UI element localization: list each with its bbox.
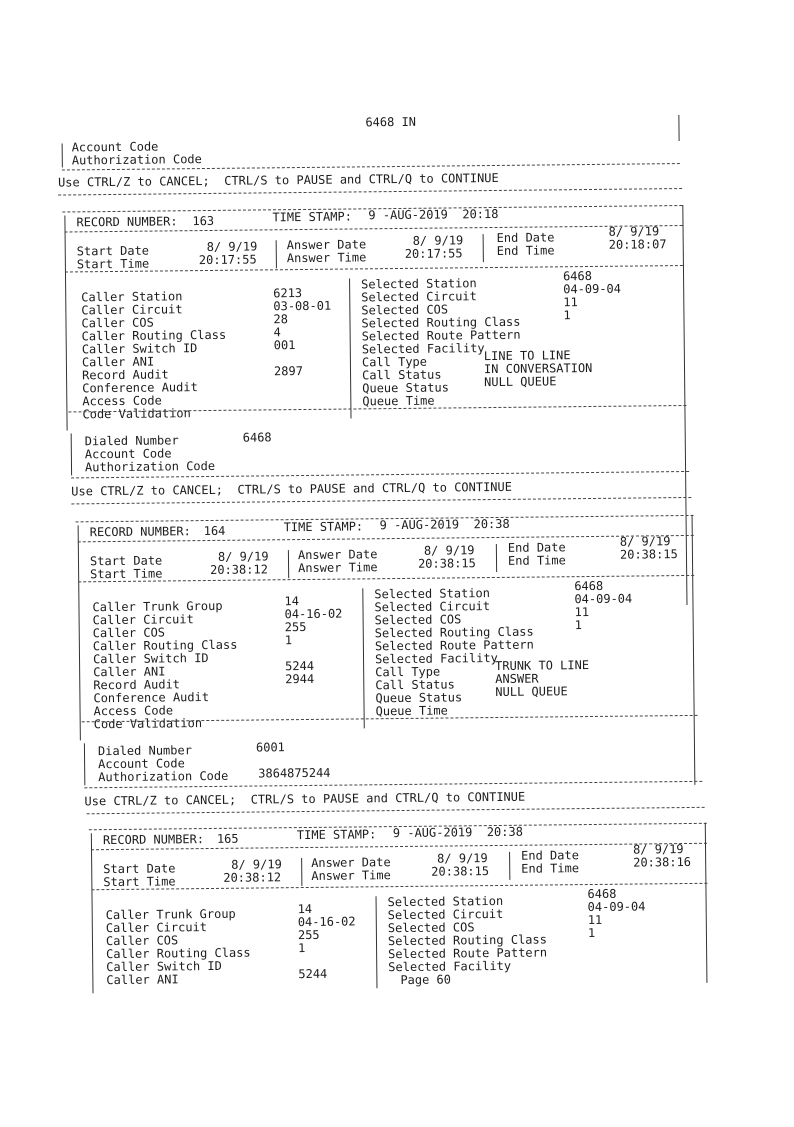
answer-date-label: Answer Date xyxy=(297,547,378,563)
dialed-number-value: 6001 xyxy=(255,740,285,755)
record-number-value: 163 xyxy=(192,213,215,229)
selected-circuit-label: Selected Circuit xyxy=(374,599,491,615)
start-time-value: 20:17:55 xyxy=(198,252,257,268)
top-account-code-label: Account Code xyxy=(71,139,159,155)
call-type-label: Call Type xyxy=(375,664,441,680)
call-record-165 xyxy=(3,822,794,988)
caller-circuit-label: Caller Circuit xyxy=(92,612,194,628)
selected-routing-class-value: 1 xyxy=(574,618,582,633)
caller-ani-label: Caller ANI xyxy=(93,664,166,680)
caller-trunk-group-label: Caller Trunk Group xyxy=(105,906,236,923)
selected-circuit-label: Selected Circuit xyxy=(387,906,504,923)
record-right-bar xyxy=(705,823,708,983)
caller-cos-label: Caller COS xyxy=(105,933,179,949)
end-time-label: End Time xyxy=(521,861,580,876)
record-audit-value: 2897 xyxy=(273,364,303,379)
answer-date-value: 8/ 9/19 xyxy=(412,233,464,248)
cancel-instruction: Use CTRL/Z to CANCEL; CTRL/S to PAUSE and CTRL/Q to CONTINUE xyxy=(71,479,513,499)
caller-routing-class-label: Caller Routing Class xyxy=(106,945,251,962)
caller-routing-class-label: Caller Routing Class xyxy=(81,327,227,344)
start-time-label: Start Time xyxy=(103,874,176,890)
caller-switch-id-label: Caller Switch ID xyxy=(106,958,222,975)
end-time-value: 20:38:16 xyxy=(633,854,692,870)
queue-status-value: NULL QUEUE xyxy=(495,684,568,700)
divider xyxy=(87,807,705,814)
record-audit-label: Record Audit xyxy=(81,367,169,383)
divider xyxy=(276,240,277,268)
answer-time-value: 20:38:15 xyxy=(417,556,476,571)
call-status-value: ANSWER xyxy=(495,671,539,687)
caller-circuit-value: 04-16-02 xyxy=(284,606,343,622)
access-code-label: Access Code xyxy=(93,703,174,719)
selected-routing-class-value: 1 xyxy=(563,308,571,323)
code-validation-label: Code Validation xyxy=(93,716,203,732)
authorization-code-label: Authorization Code xyxy=(84,458,216,475)
caller-circuit-label: Caller Circuit xyxy=(81,302,183,318)
caller-cos-value: 255 xyxy=(284,619,307,635)
divider xyxy=(71,497,691,504)
time-stamp-label: TIME STAMP: xyxy=(296,827,377,843)
record-right-bar xyxy=(692,515,696,785)
dialed-number-value: 6468 xyxy=(242,430,272,445)
answer-date-value: 8/ 9/19 xyxy=(423,543,475,558)
divider xyxy=(84,743,85,785)
caller-cos-label: Caller COS xyxy=(81,315,154,331)
cancel-instruction: Use CTRL/Z to CANCEL; CTRL/S to PAUSE and CTRL/Q to CONTINUE xyxy=(57,170,499,190)
caller-switch-id-label: Caller Switch ID xyxy=(92,651,209,667)
page-number: Page 60 xyxy=(400,972,452,988)
caller-circuit-value: 03-08-01 xyxy=(273,298,332,314)
caller-trunk-group-label: Caller Trunk Group xyxy=(92,598,223,615)
call-type-value: TRUNK TO LINE xyxy=(495,658,590,674)
selected-cos-value: 11 xyxy=(587,912,603,928)
start-date-value: 8/ 9/19 xyxy=(206,239,258,255)
start-time-label: Start Time xyxy=(76,256,150,272)
time-stamp-label: TIME STAMP: xyxy=(272,209,352,225)
start-date-value: 8/ 9/19 xyxy=(231,857,282,872)
selected-route-pattern-label: Selected Route Pattern xyxy=(374,637,534,654)
selected-facility-label: Selected Facility xyxy=(361,341,485,357)
account-code-label: Account Code xyxy=(98,756,185,772)
record-left-bar xyxy=(78,525,81,740)
time-stamp-label: TIME STAMP: xyxy=(283,519,364,535)
answer-date-label: Answer Date xyxy=(286,237,367,253)
divider xyxy=(71,433,72,475)
caller-routing-class-label: Caller Routing Class xyxy=(92,637,238,654)
start-date-value: 8/ 9/19 xyxy=(217,549,269,564)
time-stamp-value: 9 -AUG-2019 20:38 xyxy=(392,824,523,841)
top-authorization-code-label: Authorization Code xyxy=(71,152,202,168)
start-date-label: Start Date xyxy=(76,243,150,259)
selected-cos-label: Selected COS xyxy=(374,612,462,628)
selected-circuit-value: 04-09-04 xyxy=(587,899,646,915)
caller-ani-label: Caller ANI xyxy=(106,972,179,988)
selected-cos-label: Selected COS xyxy=(387,920,475,936)
answer-time-label: Answer Time xyxy=(311,868,391,883)
record-left-bar xyxy=(64,215,67,430)
account-code-label: Account Code xyxy=(84,446,172,462)
authorization-code-label: Authorization Code xyxy=(98,768,229,785)
end-date-value: 8/ 9/19 xyxy=(619,534,671,549)
selected-routing-class-label: Selected Routing Class xyxy=(387,932,548,949)
selected-route-pattern-label: Selected Route Pattern xyxy=(361,327,521,344)
end-time-label: End Time xyxy=(507,553,566,568)
answer-date-label: Answer Date xyxy=(311,855,391,870)
divider xyxy=(349,279,351,419)
queue-status-label: Queue Status xyxy=(375,690,463,706)
access-code-label: Access Code xyxy=(82,393,162,409)
call-type-value: LINE TO LINE xyxy=(483,348,571,364)
record-number-label: RECORD NUMBER: xyxy=(76,214,178,230)
dialed-number-label: Dialed Number xyxy=(84,433,179,449)
end-date-label: End Date xyxy=(521,848,579,863)
selected-routing-class-label: Selected Routing Class xyxy=(361,314,521,331)
call-status-label: Call Status xyxy=(361,367,442,383)
time-stamp-value: 9 -AUG-2019 20:38 xyxy=(379,516,510,533)
page-header-title: 6468 IN xyxy=(365,114,417,130)
dialed-number-label: Dialed Number xyxy=(97,743,192,759)
authorization-code-value: 3864875244 xyxy=(258,765,331,781)
caller-switch-id-label: Caller Switch ID xyxy=(81,341,198,357)
divider xyxy=(496,544,497,572)
record-audit-label: Record Audit xyxy=(93,677,181,693)
record-number-label: RECORD NUMBER: xyxy=(102,832,205,848)
time-stamp-value: 9 -AUG-2019 20:18 xyxy=(368,206,499,223)
divider xyxy=(509,852,510,880)
selected-facility-label: Selected Facility xyxy=(388,958,512,975)
caller-circuit-value: 04-16-02 xyxy=(297,914,356,930)
selected-station-value: 6468 xyxy=(562,268,593,284)
selected-routing-class-value: 1 xyxy=(587,925,596,941)
caller-trunk-group-value: 14 xyxy=(297,901,313,917)
conference-audit-label: Conference Audit xyxy=(93,690,210,706)
end-date-value: 8/ 9/19 xyxy=(632,842,684,857)
selected-station-label: Selected Station xyxy=(374,586,491,602)
divider xyxy=(301,858,302,886)
record-number-value: 164 xyxy=(203,523,226,539)
selected-station-value: 6468 xyxy=(587,886,617,902)
caller-circuit-label: Caller Circuit xyxy=(105,920,208,936)
top-left-bar xyxy=(62,144,63,168)
record-left-bar xyxy=(91,833,94,993)
selected-station-value: 6468 xyxy=(574,578,604,594)
cancel-instruction: Use CTRL/Z to CANCEL; CTRL/S to PAUSE and CTRL/Q to CONTINUE xyxy=(84,789,526,809)
call-status-value: IN CONVERSATION xyxy=(483,360,593,377)
answer-date-value: 8/ 9/19 xyxy=(437,851,488,866)
start-date-label: Start Date xyxy=(89,553,163,569)
selected-station-label: Selected Station xyxy=(361,276,477,292)
caller-cos-value: 255 xyxy=(297,927,320,943)
start-time-value: 20:38:12 xyxy=(210,562,268,577)
caller-ani-value: 5244 xyxy=(298,966,328,982)
end-date-label: End Date xyxy=(507,540,566,555)
code-validation-label: Code Validation xyxy=(82,406,191,422)
end-time-label: End Time xyxy=(496,243,555,258)
selected-facility-label: Selected Facility xyxy=(374,650,498,667)
call-status-label: Call Status xyxy=(375,677,455,693)
selected-circuit-value: 04-09-04 xyxy=(563,281,622,297)
divider xyxy=(483,234,484,262)
caller-routing-class-value: 4 xyxy=(273,325,281,340)
divider xyxy=(362,588,364,728)
caller-routing-class-value: 1 xyxy=(297,941,306,956)
queue-status-value: NULL QUEUE xyxy=(484,374,557,390)
answer-time-label: Answer Time xyxy=(286,250,367,266)
call-record-164 xyxy=(0,514,794,809)
call-record-163 xyxy=(0,204,790,499)
selected-cos-label: Selected COS xyxy=(361,302,449,318)
queue-status-label: Queue Status xyxy=(362,380,449,396)
selected-cos-value: 11 xyxy=(574,605,590,620)
record-audit-value: 2944 xyxy=(285,671,315,687)
call-type-label: Call Type xyxy=(361,354,428,370)
answer-time-value: 20:17:55 xyxy=(404,246,463,261)
start-time-label: Start Time xyxy=(90,566,163,582)
selected-circuit-label: Selected Circuit xyxy=(361,289,477,305)
divider xyxy=(58,188,682,196)
divider xyxy=(288,550,289,578)
selected-station-label: Selected Station xyxy=(387,893,504,910)
caller-ani-value: 5244 xyxy=(285,658,315,674)
start-time-value: 20:38:12 xyxy=(223,870,282,885)
selected-cos-value: 11 xyxy=(563,295,578,310)
caller-switch-id-value: 001 xyxy=(273,338,296,353)
selected-route-pattern-label: Selected Route Pattern xyxy=(388,945,548,962)
answer-time-label: Answer Time xyxy=(298,560,378,576)
selected-routing-class-label: Selected Routing Class xyxy=(374,624,534,641)
queue-time-label: Queue Time xyxy=(362,393,435,409)
caller-cos-label: Caller COS xyxy=(92,625,166,641)
answer-time-value: 20:38:15 xyxy=(431,864,490,879)
caller-routing-class-value: 1 xyxy=(284,633,293,648)
caller-station-value: 6213 xyxy=(273,286,303,301)
end-date-value: 8/ 9/19 xyxy=(608,224,660,239)
caller-station-label: Caller Station xyxy=(81,289,183,305)
header-right-bar xyxy=(678,115,679,141)
selected-circuit-value: 04-09-04 xyxy=(574,591,633,607)
caller-trunk-group-value: 14 xyxy=(284,594,299,609)
end-time-value: 20:18:07 xyxy=(608,237,667,252)
caller-cos-value: 28 xyxy=(273,312,288,327)
queue-time-label: Queue Time xyxy=(375,703,448,719)
conference-audit-label: Conference Audit xyxy=(82,380,198,396)
caller-ani-label: Caller ANI xyxy=(81,354,155,370)
end-date-label: End Date xyxy=(496,230,555,245)
divider xyxy=(376,896,378,988)
record-number-value: 165 xyxy=(216,831,239,846)
record-number-label: RECORD NUMBER: xyxy=(89,524,191,540)
start-date-label: Start Date xyxy=(103,861,176,877)
end-time-value: 20:38:15 xyxy=(619,547,678,562)
